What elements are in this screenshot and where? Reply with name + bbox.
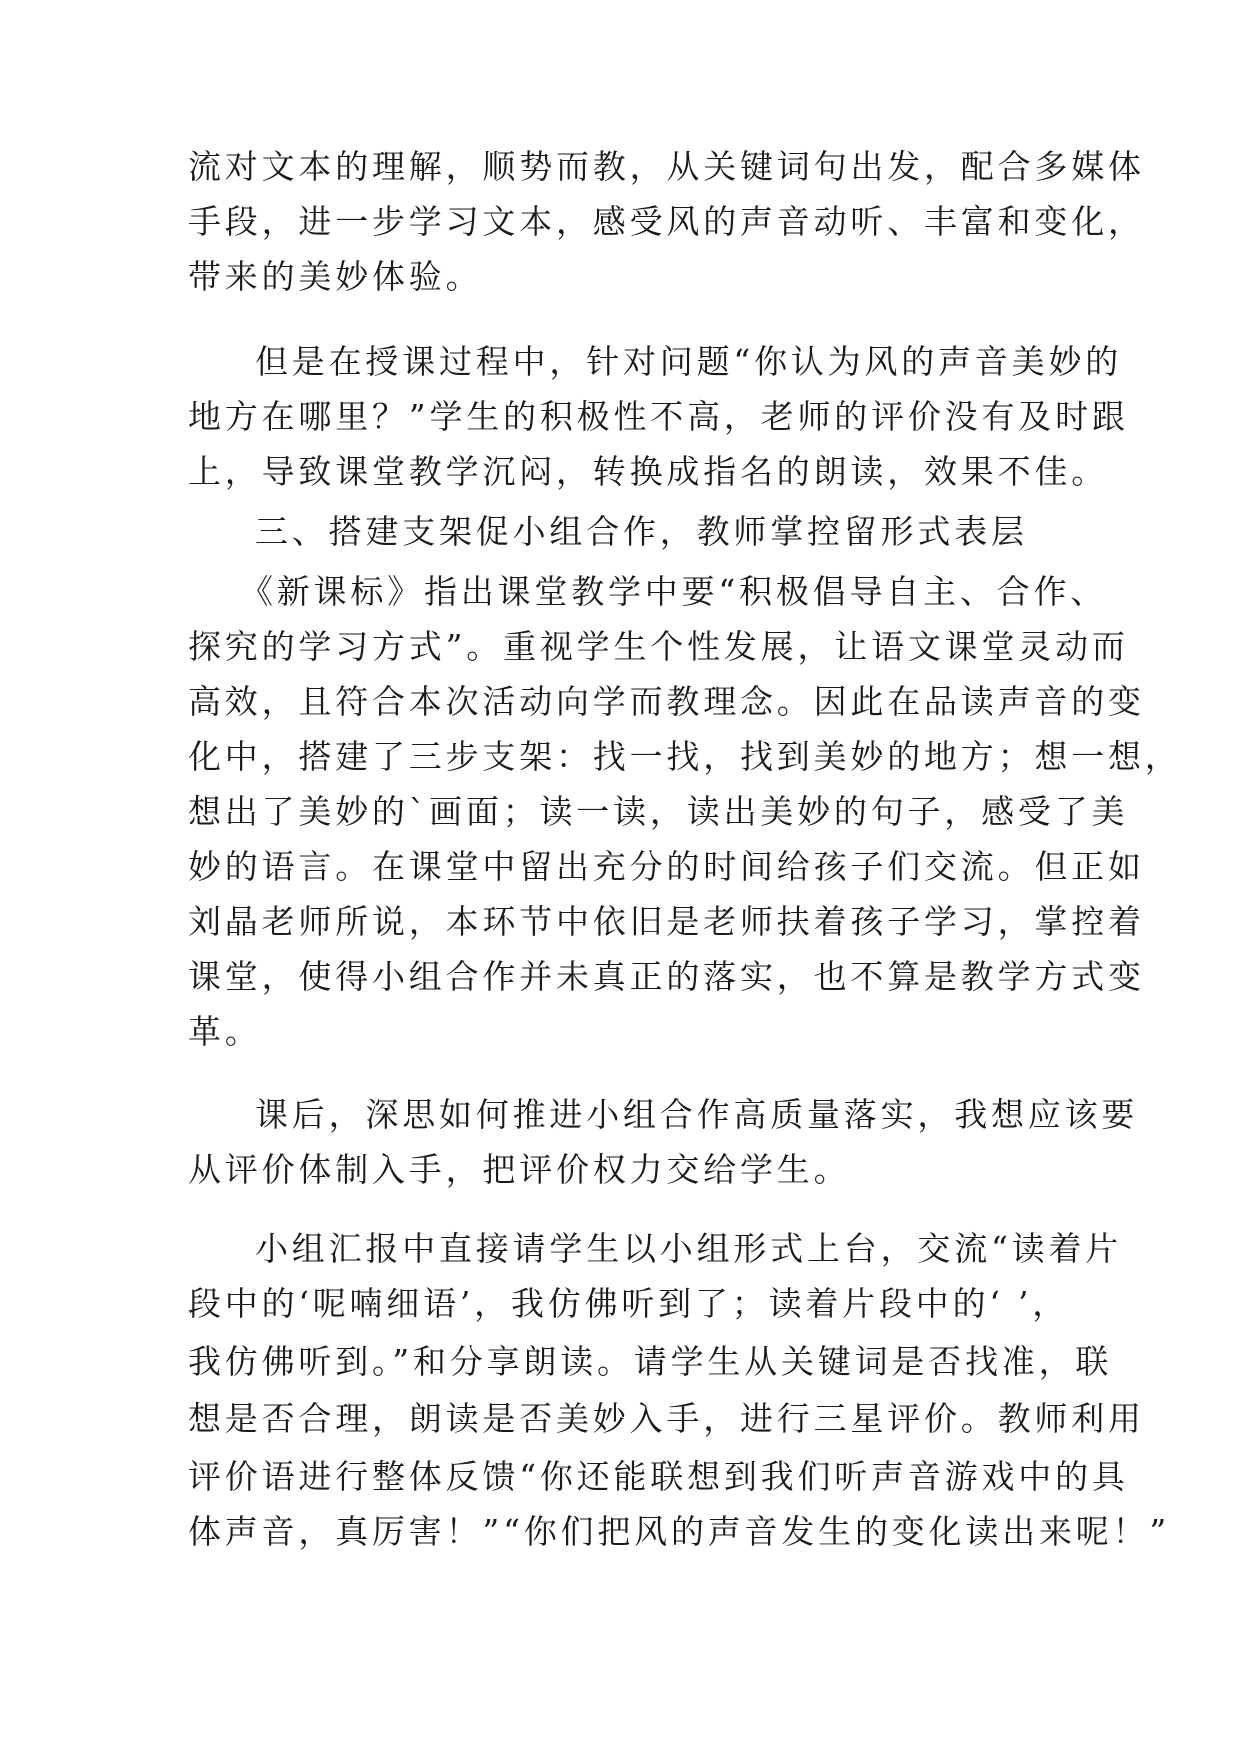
- text-line: 上，导致课堂教学沉闷，转换成指名的朗读，效果不佳。: [188, 452, 1108, 491]
- text-line: 手段，进一步学习文本，感受风的声音动听、丰富和变化，: [188, 202, 1145, 241]
- text-line: 从评价体制入手，把评价权力交给学生。: [188, 1150, 851, 1189]
- text-line: 想出了美妙的`画面；读一读，读出美妙的句子，感受了美: [188, 792, 1129, 831]
- text-line: 带来的美妙体验。: [188, 257, 483, 296]
- text-line: 探究的学习方式”。重视学生个性发展，让语文课堂灵动而: [188, 627, 1129, 666]
- text-line: 高效，且符合本次活动向学而教理念。因此在品读声音的变: [188, 682, 1145, 721]
- text-line: 我仿佛听到。”和分享朗读。请学生从关键词是否找准，联: [188, 1342, 1113, 1381]
- text-line: 地方在哪里？”学生的积极性不高，老师的评价没有及时跟: [188, 397, 1129, 436]
- section-heading: 三、搭建支架促小组合作，教师掌控留形式表层: [255, 512, 1028, 551]
- text-line: 刘晶老师所说，本环节中依旧是老师扶着孩子学习，掌控着: [188, 902, 1145, 941]
- text-line: 段中的‘呢喃细语’，我仿佛听到了；读着片段中的‘ ’，: [188, 1284, 1070, 1323]
- text-line: 《新课标》指出课堂教学中要“积极倡导自主、合作、: [240, 572, 1108, 611]
- text-line: 流对文本的理解，顺势而教，从关键词句出发，配合多媒体: [188, 147, 1145, 186]
- text-line: 想是否合理，朗读是否美妙入手，进行三星评价。教师利用: [188, 1399, 1145, 1438]
- text-line: 评价语进行整体反馈“你还能联想到我们听声音游戏中的具: [188, 1457, 1129, 1496]
- text-line: 革。: [188, 1012, 262, 1051]
- text-line: 妙的语言。在课堂中留出充分的时间给孩子们交流。但正如: [188, 847, 1145, 886]
- text-line: 小组汇报中直接请学生以小组形式上台，交流“读着片: [255, 1229, 1123, 1268]
- text-line: 课后，深思如何推进小组合作高质量落实，我想应该要: [255, 1095, 1139, 1134]
- text-line: 化中，搭建了三步支架：找一找，找到美妙的地方；想一想，: [188, 737, 1182, 776]
- text-line: 课堂，使得小组合作并未真正的落实，也不算是教学方式变: [188, 957, 1145, 996]
- text-line: 体声音，真厉害！”“你们把风的声音发生的变化读出来呢！”: [188, 1512, 1171, 1551]
- text-line: 但是在授课过程中，针对问题“你认为风的声音美妙的: [255, 342, 1123, 381]
